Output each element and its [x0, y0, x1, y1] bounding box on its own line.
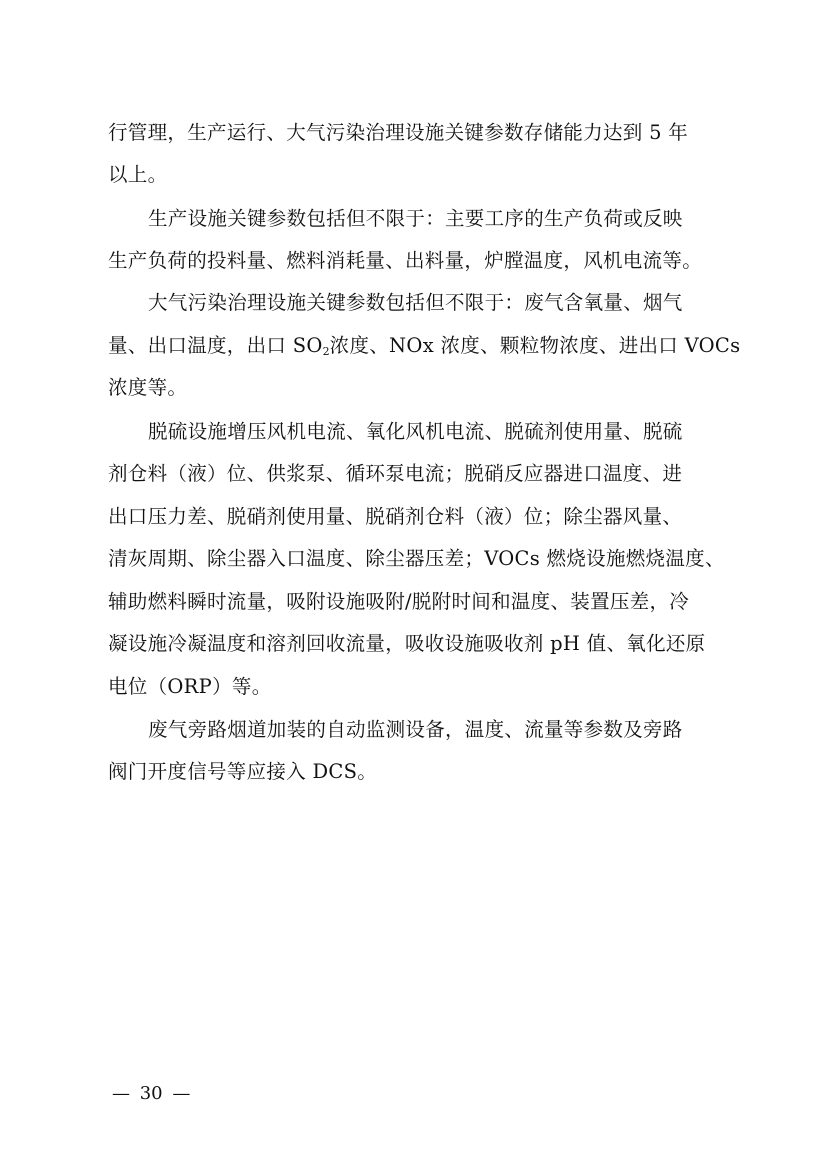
page-footer: [108, 1083, 194, 1105]
paragraph-line: 清灰周期、除尘器入口温度、除尘器压差；VOCs 燃烧设施燃烧温度、: [108, 547, 725, 570]
subscript-2: 2: [322, 345, 330, 358]
paragraph-line: 生产负荷的投料量、燃料消耗量、出料量，炉膛温度，风机电流等。: [108, 249, 703, 272]
paragraph-line: 出口压力差、脱硝剂使用量、脱硝剂仓料（液）位；除尘器风量、: [108, 505, 683, 528]
paragraph-line: 凝设施冷凝温度和溶剂回收流量，吸收设施吸收剂 pH 值、氧化还原: [108, 632, 706, 655]
paragraph-line: 以上。: [108, 163, 168, 186]
paragraph-line: 生产设施关键参数包括但不限于：主要工序的生产负荷或反映: [148, 207, 683, 230]
paragraph-line: 辅助燃料瞬时流量，吸附设施吸附/脱附时间和温度、装置压差，冷: [108, 590, 690, 613]
paragraph-line: 浓度等。: [108, 376, 188, 399]
paragraph-line: 阀门开度信号等应接入 DCS。: [108, 760, 378, 783]
page-number: 30: [139, 1083, 163, 1104]
paragraph-line-with-subscript: [108, 334, 740, 364]
paragraph-line: 电位（ORP）等。: [108, 675, 272, 698]
paragraph-line: 剂仓料（液）位、供浆泵、循环泵电流；脱硝反应器进口温度、进: [108, 462, 683, 485]
footer-dash-right: —: [172, 1083, 191, 1104]
footer-dash-left: —: [112, 1083, 130, 1104]
paragraph-line: 脱硫设施增压风机电流、氧化风机电流、脱硫剂使用量、脱硫: [148, 420, 683, 443]
text-segment: 浓度、NOx 浓度、颗粒物浓度、进出口 VOCs: [329, 334, 741, 357]
text-segment: 量、出口温度，出口 SO: [108, 334, 323, 357]
paragraph-line: 行管理，生产运行、大气污染治理设施关键参数存储能力达到 5 年: [108, 121, 689, 144]
paragraph-line: 废气旁路烟道加装的自动监测设备，温度、流量等参数及旁路: [148, 718, 683, 741]
paragraph-line: 大气污染治理设施关键参数包括但不限于：废气含氧量、烟气: [148, 291, 683, 314]
